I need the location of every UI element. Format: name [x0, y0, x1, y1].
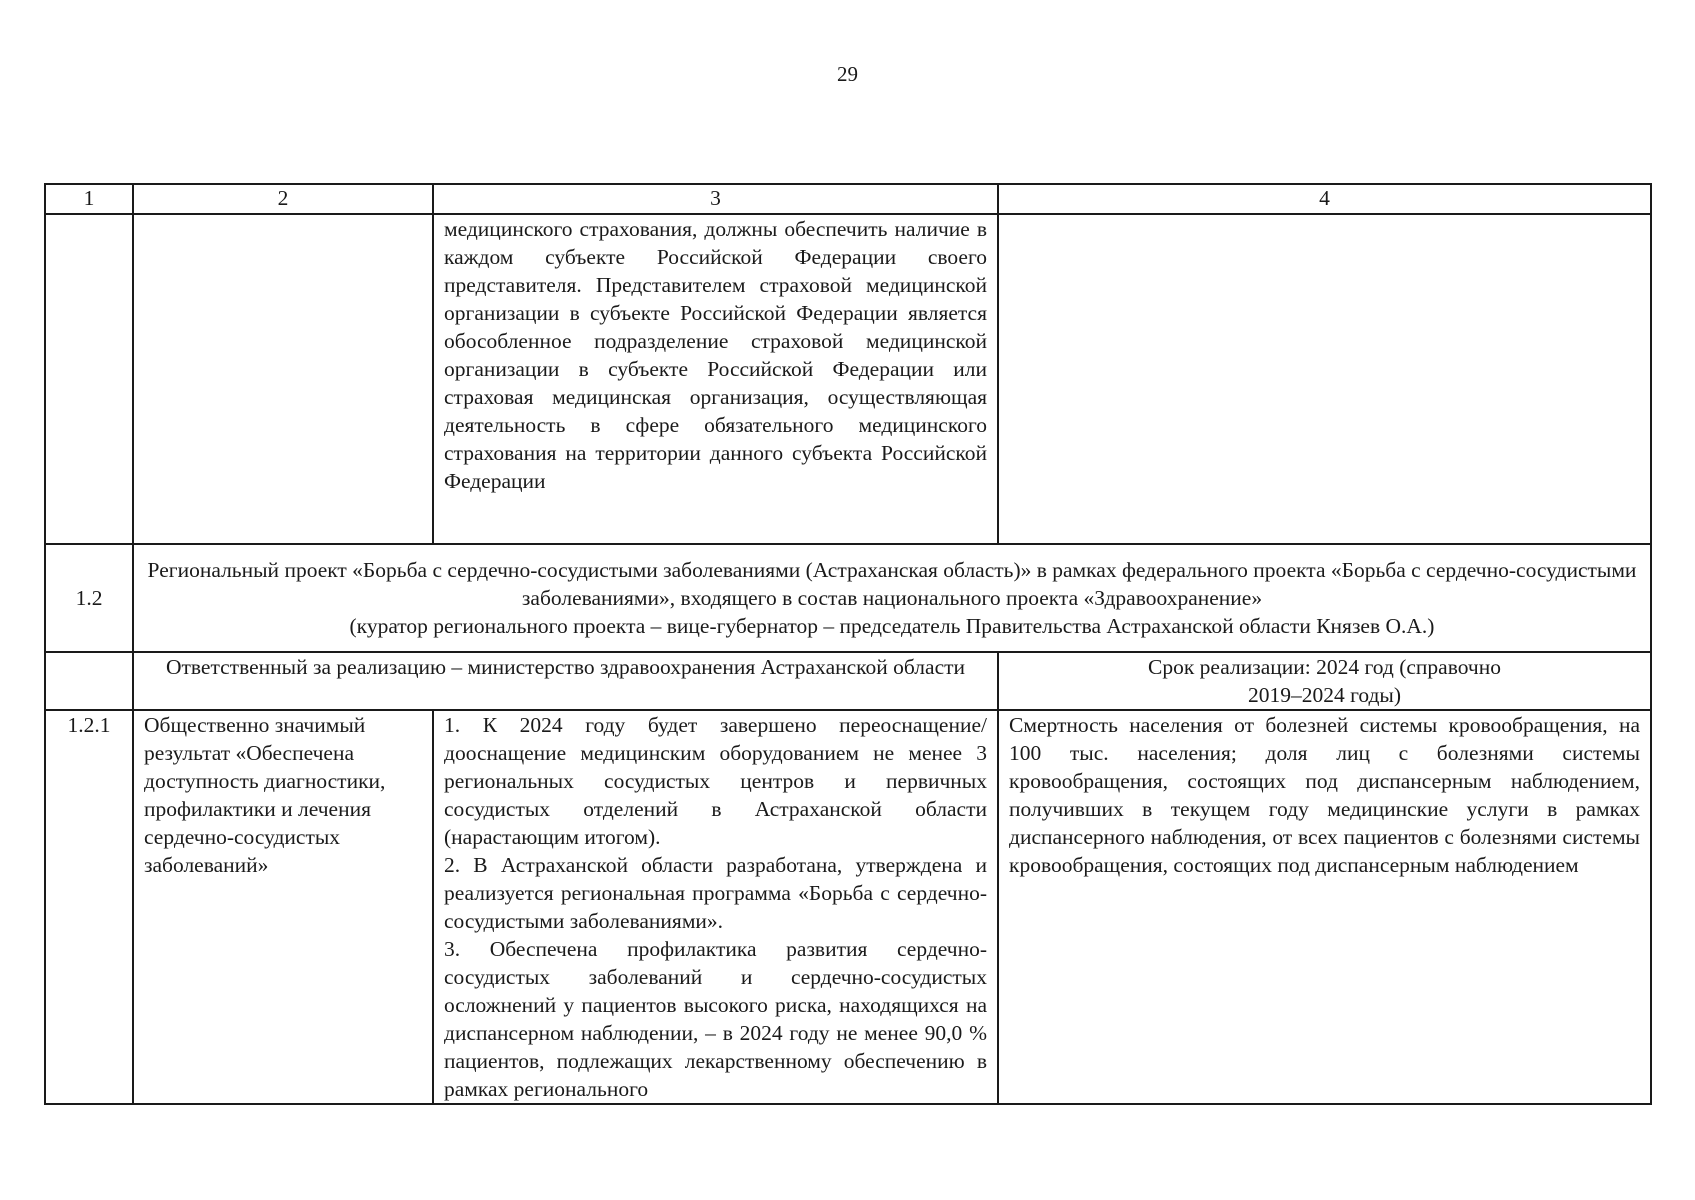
- measure-item: 2. В Астраханской области разработана, утверждена и реализуется региональная программа «Борьба с сердечно-сосудистыми заболеваниями».: [444, 853, 987, 933]
- column-header-row: [45, 184, 1651, 214]
- section-row: [45, 544, 1651, 652]
- result-title: Общественно значимый результат «Обеспечена доступность диагностики, профилактики и лечения сердечно-сосудистых заболеваний»: [133, 710, 433, 1104]
- measure-item: 3. Обеспечена профилактика развития сердечно-сосудистых заболеваний и сердечно-сосудистых осложнений у пациентов высокого риска, находящихся на диспансерном наблюдении, – в 2024 году не менее 90,0 % пациентов, подлежащих лекарственному обеспечению в рамках регионального: [444, 937, 987, 1101]
- continuation-result-cell: [133, 214, 433, 544]
- page-number: 29: [837, 62, 858, 86]
- result-indicators: Смертность населения от болезней системы кровообращения, на 100 тыс. населения; доля лиц с болезнями системы кровообращения, состоящих под диспансерным наблюдением, получивших в текущем году медицинские услуги в рамках диспансерного наблюдения, от всех пациентов с болезнями системы кровообращения, состоящих под диспансерным наблюдением: [998, 710, 1651, 1104]
- implementation-deadline: Срок реализации: 2024 год (справочно 2019–2024 годы): [998, 652, 1651, 710]
- responsible-party: Ответственный за реализацию – министерство здравоохранения Астраханской области: [133, 652, 998, 710]
- section-curator: (куратор регионального проекта – вице-губернатор – председатель Правительства Астраханской области Князев О.А.): [349, 614, 1435, 638]
- result-row: [45, 710, 1651, 1104]
- program-table: [44, 183, 1652, 1105]
- column-header-2: 2: [133, 184, 433, 214]
- column-header-3: 3: [433, 184, 998, 214]
- measure-item: 1. К 2024 году будет завершено переоснащение/дооснащение медицинским оборудованием не менее 3 региональных сосудистых центров и первичных сосудистых отделений в Астраханской области (нарастающим итогом).: [444, 713, 987, 849]
- continuation-indicator-cell: [998, 214, 1651, 544]
- result-number: 1.2.1: [45, 710, 133, 1104]
- continuation-number-cell: [45, 214, 133, 544]
- continuation-row: [45, 214, 1651, 544]
- column-header-4: 4: [998, 184, 1651, 214]
- section-heading-cell: [133, 544, 1651, 652]
- section-number: 1.2: [45, 544, 133, 652]
- responsibility-number-cell: [45, 652, 133, 710]
- column-header-1: 1: [45, 184, 133, 214]
- result-measures-cell: [433, 710, 998, 1104]
- responsibility-row: [45, 652, 1651, 710]
- continuation-text: медицинского страхования, должны обеспечить наличие в каждом субъекте Российской Федерации своего представителя. Представителем страховой медицинской организации в субъекте Российской Федерации является обособленное подразделение страховой медицинской организации в субъекте Российской Федерации или страховая медицинская организация, осуществляющая деятельность в сфере обязательного медицинского страхования на территории данного субъекта Российской Федерации: [433, 214, 998, 544]
- section-title: Региональный проект «Борьба с сердечно-сосудистыми заболеваниями (Астраханская область)» в рамках федерального проекта «Борьба с сердечно-сосудистыми заболеваниями», входящего в состав национального проекта «Здравоохранение»: [147, 558, 1637, 610]
